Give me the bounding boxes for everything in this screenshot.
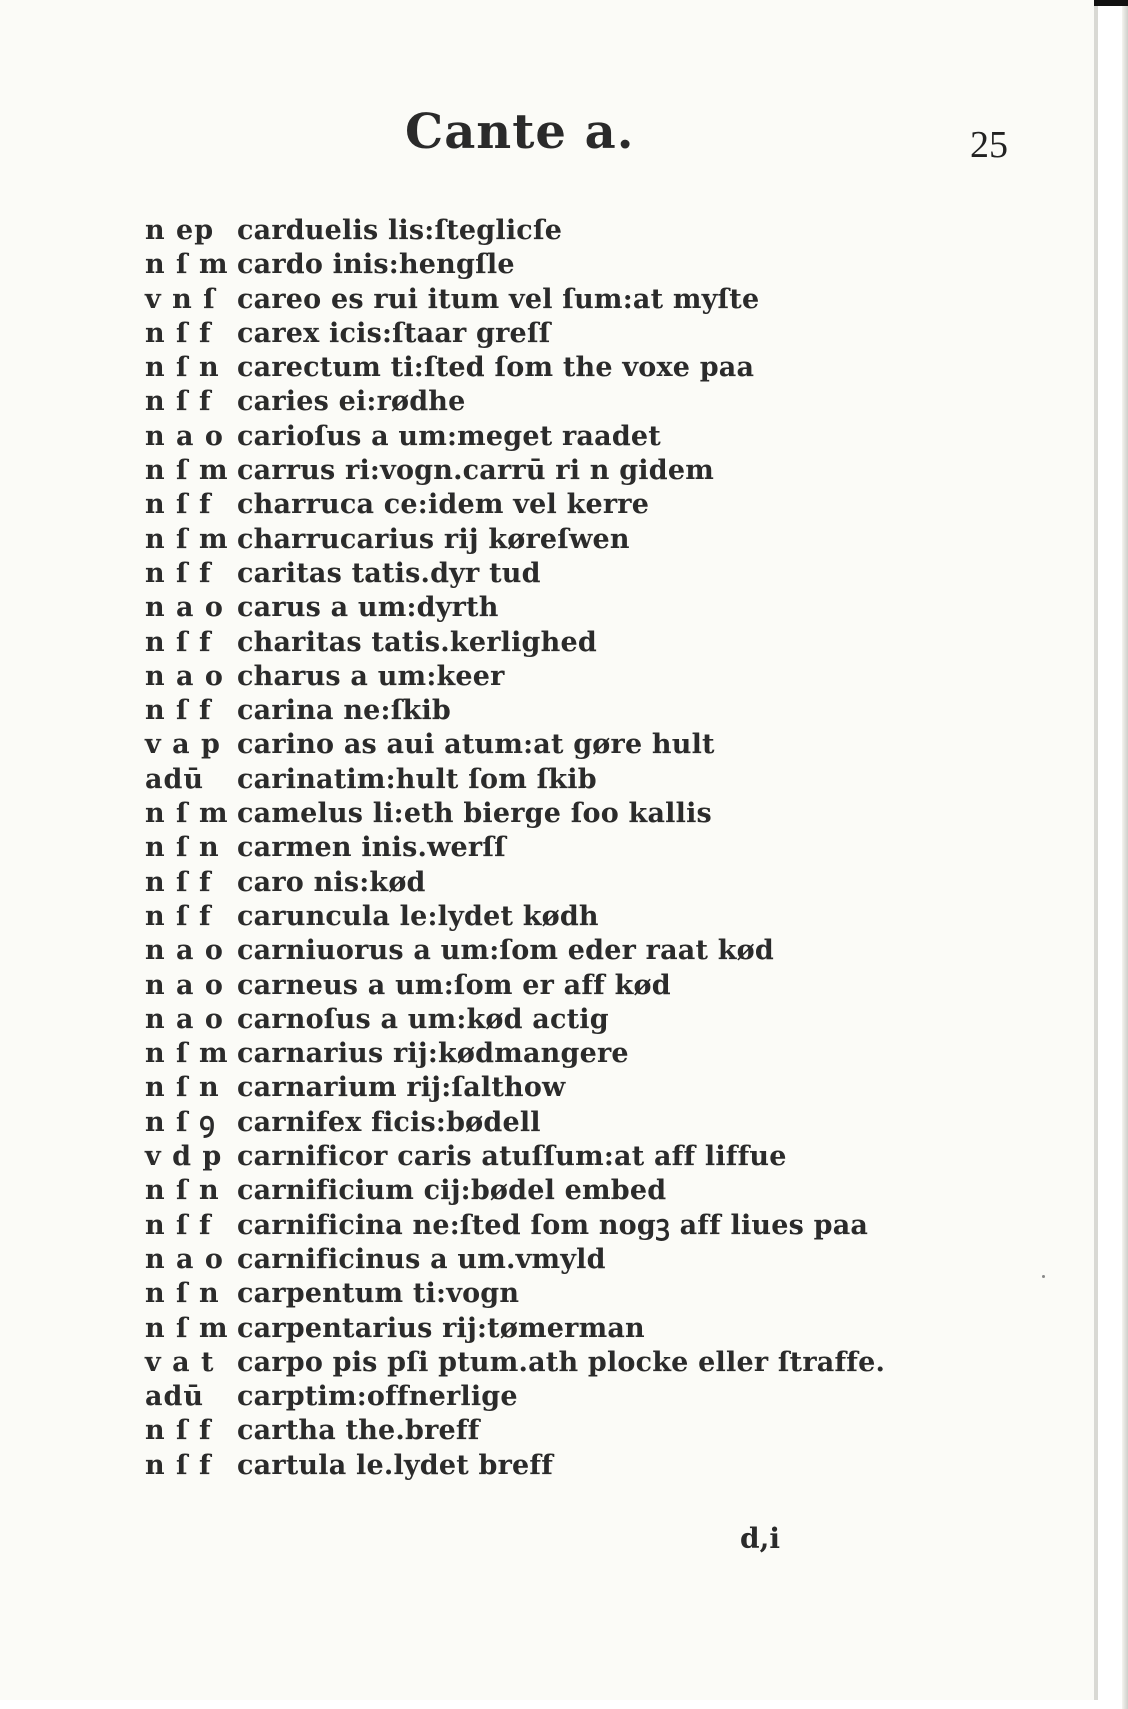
scan-edge-mark — [1094, 0, 1128, 6]
dictionary-entry — [145, 1209, 1045, 1243]
grammar-code: n a o — [145, 420, 224, 452]
dictionary-entry — [145, 900, 1045, 934]
grammar-code: n ſ m — [145, 1038, 229, 1070]
dictionary-entry — [145, 1414, 1045, 1448]
entry-text: carneus a um:ſom er aff kød — [237, 969, 671, 1001]
dictionary-entry — [145, 1312, 1045, 1346]
grammar-code: v a t — [145, 1346, 215, 1378]
grammar-code: n ſ m — [145, 249, 229, 281]
entry-text: carectum ti:ſted ſom the voxe paa — [237, 352, 755, 384]
entry-text: caruncula le:lydet kødh — [237, 900, 599, 932]
grammar-code: n ſ n — [145, 1175, 220, 1207]
grammar-code: n ſ f — [145, 557, 212, 589]
entry-text: carina ne:ſkib — [237, 695, 451, 727]
grammar-code: n a o — [145, 935, 224, 967]
entry-text: carnoſus a um:kød actig — [237, 1003, 609, 1035]
grammar-code: n ſ f — [145, 317, 212, 349]
grammar-code: n a o — [145, 969, 224, 1001]
printer-signature-mark: d,i — [740, 1522, 780, 1555]
dictionary-entry — [145, 1140, 1045, 1174]
grammar-code: n ſ n — [145, 832, 220, 864]
grammar-code: v d p — [145, 1141, 223, 1173]
entry-text: carniuorus a um:ſom eder raat kød — [237, 935, 774, 967]
entry-text: charrucarius rij kørеſwen — [237, 523, 630, 555]
entry-text: carpentarius rij:tømerman — [237, 1312, 645, 1344]
entry-text: carnarius rij:kødmangere — [237, 1038, 629, 1070]
entry-text: carnificium cij:bødel embed — [237, 1175, 667, 1207]
grammar-code: n ſ ꝯ — [145, 1106, 216, 1138]
dictionary-entry — [145, 1174, 1045, 1208]
grammar-code: n ſ f — [145, 489, 212, 521]
grammar-code: n ſ m — [145, 455, 229, 487]
paper-speck — [1042, 1275, 1045, 1278]
grammar-code: n ſ f — [145, 1209, 212, 1241]
grammar-code: n a o — [145, 1243, 224, 1275]
entry-text: cardo inis:hengſle — [237, 249, 515, 281]
dictionary-entry — [145, 1277, 1045, 1311]
entry-text: caritas tatis.dyr tud — [237, 557, 541, 589]
entry-text: camelus li:eth bierge ſoo kallis — [237, 798, 712, 830]
grammar-code: n ſ f — [145, 1449, 212, 1481]
dictionary-entry — [145, 1003, 1045, 1037]
dictionary-entry — [145, 385, 1045, 419]
dictionary-entry — [145, 454, 1045, 488]
entry-text: carptim:offnerlige — [237, 1381, 518, 1413]
entry-text: cartha the.breff — [237, 1415, 480, 1447]
entry-text: carrus ri:vogn.carrū ri n gidem — [237, 455, 714, 487]
entry-text: carmen inis.werſſ — [237, 832, 506, 864]
page-number: 25 — [970, 124, 1008, 166]
entry-text: carnificinus a um.vmyld — [237, 1243, 606, 1275]
entry-text: charruca ce:idem vel kerre — [237, 489, 650, 521]
dictionary-entry — [145, 523, 1045, 557]
grammar-code: n ep — [145, 215, 215, 246]
grammar-code: v a p — [145, 729, 221, 761]
grammar-code: n ſ f — [145, 386, 212, 418]
entry-text: carnifex ficis:bødell — [237, 1106, 541, 1138]
dictionary-entry — [145, 214, 1045, 248]
grammar-code: n ſ f — [145, 626, 212, 658]
entry-text: caries ei:rødhe — [237, 386, 466, 418]
dictionary-entry — [145, 1037, 1045, 1071]
grammar-code: n ſ f — [145, 1415, 212, 1447]
entry-text: carpo pis pſi ptum.ath plocke eller ſtraffe. — [237, 1346, 886, 1378]
dictionary-entry — [145, 351, 1045, 385]
grammar-code: n ſ n — [145, 352, 220, 384]
entry-text: carex icis:ſtaar greſſ — [237, 317, 551, 349]
dictionary-entry — [145, 1243, 1045, 1277]
dictionary-entry — [145, 1380, 1045, 1414]
dictionary-entry — [145, 626, 1045, 660]
page-edge-shadow — [1122, 0, 1128, 1709]
grammar-code: n a o — [145, 1003, 224, 1035]
grammar-code: n ſ n — [145, 1278, 220, 1310]
entry-text: charus a um:keer — [237, 660, 505, 692]
grammar-code: adū — [145, 1381, 205, 1413]
entry-text: cartula le.lydet breff — [237, 1449, 554, 1481]
dictionary-entry — [145, 248, 1045, 282]
entry-text: carinatim:hult ſom ſkib — [237, 763, 597, 795]
dictionary-entry — [145, 1106, 1045, 1140]
grammar-code: n a o — [145, 660, 224, 692]
dictionary-entry — [145, 1071, 1045, 1105]
dictionary-entry — [145, 488, 1045, 522]
dictionary-entry — [145, 1346, 1045, 1380]
entry-text: carus a um:dyrth — [237, 592, 499, 624]
grammar-code: n ſ m — [145, 523, 229, 555]
entry-text: carioſus a um:meget raadet — [237, 420, 661, 452]
dictionary-entry — [145, 969, 1045, 1003]
dictionary-entry — [145, 1449, 1045, 1483]
grammar-code: n ſ m — [145, 798, 229, 830]
entry-text: carino as aui atum:at gøre hult — [237, 729, 715, 761]
grammar-code: n ſ f — [145, 866, 212, 898]
dictionary-entry — [145, 934, 1045, 968]
page-title: Cante a. — [405, 104, 635, 160]
grammar-code: adū — [145, 763, 205, 795]
dictionary-entry — [145, 866, 1045, 900]
entry-text: carnarium rij:ſalthow — [237, 1072, 566, 1104]
dictionary-entry — [145, 283, 1045, 317]
entry-text: carpentum ti:vogn — [237, 1278, 520, 1310]
grammar-code: n ſ n — [145, 1072, 220, 1104]
dictionary-entry — [145, 763, 1045, 797]
entry-text: carnificina ne:ſted ſom nogꝫ aff liues paa — [237, 1209, 869, 1241]
dictionary-entry-list — [145, 214, 1045, 1483]
dictionary-entry — [145, 317, 1045, 351]
dictionary-entry — [145, 660, 1045, 694]
dictionary-entry — [145, 831, 1045, 865]
entry-text: carnificor caris atuſſum:at aff liffue — [237, 1141, 787, 1173]
entry-text: charitas tatis.kerlighed — [237, 626, 597, 658]
dictionary-entry — [145, 694, 1045, 728]
dictionary-entry — [145, 797, 1045, 831]
entry-text: caro nis:kød — [237, 866, 426, 898]
grammar-code: n ſ f — [145, 900, 212, 932]
grammar-code: n ſ m — [145, 1312, 229, 1344]
entry-text: careo es rui itum vel ſum:at myſte — [237, 283, 760, 315]
grammar-code: n ſ f — [145, 695, 212, 727]
dictionary-entry — [145, 728, 1045, 762]
entry-text: carduelis lis:ſteglicſe — [237, 215, 563, 246]
dictionary-entry — [145, 420, 1045, 454]
dictionary-entry — [145, 591, 1045, 625]
grammar-code: v n ſ — [145, 283, 216, 315]
grammar-code: n a o — [145, 592, 224, 624]
dictionary-entry — [145, 557, 1045, 591]
